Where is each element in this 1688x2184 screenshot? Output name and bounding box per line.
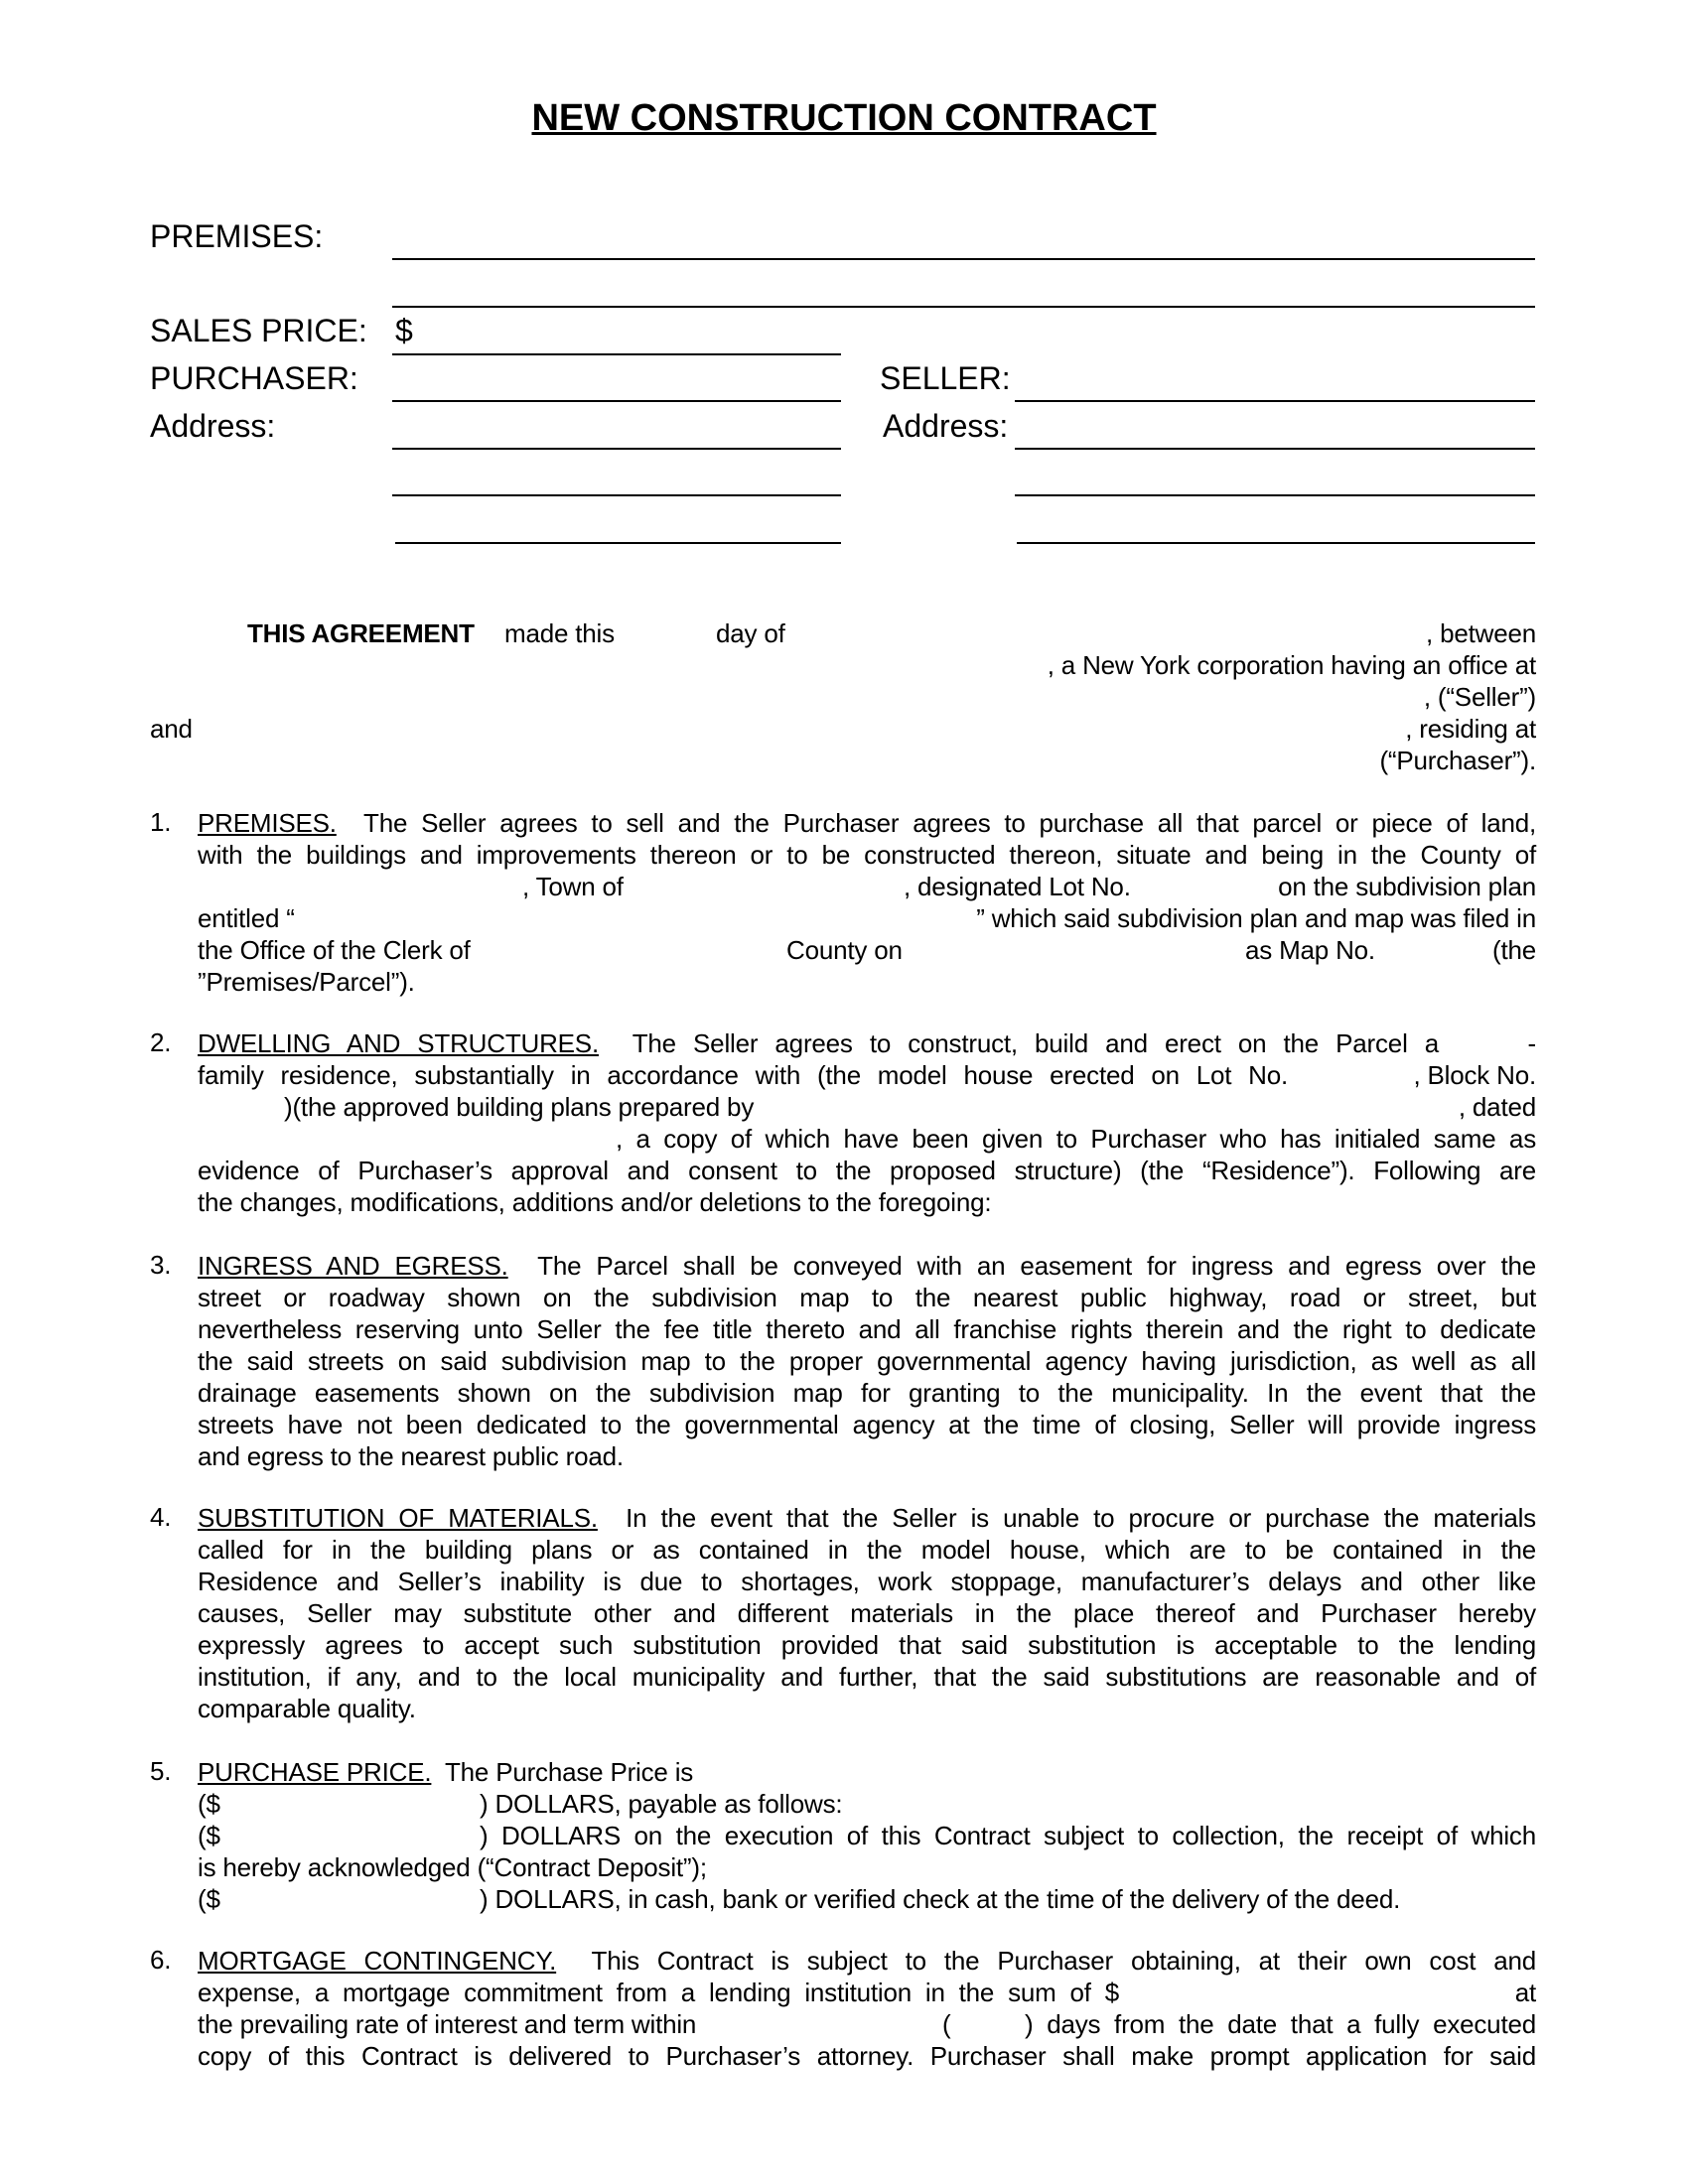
line: ”Premises/Parcel”).	[198, 967, 415, 997]
sales-price-label: SALES PRICE:	[150, 313, 367, 348]
residing-text: , residing at	[1405, 714, 1536, 744]
line-segment: at	[1514, 1978, 1536, 2007]
line-segment: the Office of the Clerk of	[198, 935, 471, 965]
premises-label: PREMISES:	[150, 218, 324, 254]
dollar-sign: $	[395, 313, 413, 348]
line: causes, Seller may substitute other and different materials in the place thereof and Purchaser hereby	[198, 1598, 1536, 1628]
line-segment: , designated Lot No.	[904, 872, 1131, 901]
purchaser-address-line-1[interactable]	[392, 448, 841, 450]
line: Residence and Seller’s inability is due to shortages, work stoppage, manufacturer’s delays and other like	[198, 1567, 1536, 1596]
line: streets have not been dedicated to the governmental agency at the time of closing, Seller will provide ingress	[198, 1410, 1536, 1439]
section-heading: INGRESS AND EGRESS.	[198, 1251, 508, 1281]
line: nevertheless reserving unto Seller the fee title thereto and all franchise rights therein and the right to dedicate	[198, 1314, 1536, 1344]
line: with the buildings and improvements thereon or to be constructed thereon, situate and being in the County of	[198, 840, 1536, 870]
line: expressly agrees to accept such substitution provided that said substitution is acceptable to the lending	[198, 1630, 1536, 1660]
line-segment: ) DOLLARS, payable as follows:	[480, 1789, 843, 1819]
line-segment: County on	[786, 935, 903, 965]
line: This Contract is subject to the Purchaser obtaining, at their own cost and	[591, 1946, 1537, 1976]
line-segment: , Block No.	[1413, 1060, 1536, 1090]
line-segment: , a copy of which have been given to Purchaser who has initialed same as	[616, 1124, 1536, 1154]
premises-line-2[interactable]	[392, 306, 1535, 308]
line-segment: , Town of	[522, 872, 624, 901]
section-number: 3.	[150, 1250, 172, 1280]
line: The Parcel shall be conveyed with an easement for ingress and egress over the	[537, 1251, 1537, 1281]
line: drainage easements shown on the subdivision map for granting to the municipality. In the event that the	[198, 1378, 1536, 1408]
line: copy of this Contract is delivered to Purchaser’s attorney. Purchaser shall make prompt application for said	[198, 2041, 1536, 2071]
line-segment: ” which said subdivision plan and map was filed in	[976, 903, 1536, 933]
line: is hereby acknowledged (“Contract Deposit”);	[198, 1852, 707, 1882]
sales-price-line[interactable]	[392, 353, 841, 355]
line: The Purchase Price is	[444, 1757, 694, 1787]
purchaser-address-line-3[interactable]	[395, 542, 841, 544]
section-number: 6.	[150, 1945, 172, 1975]
section-heading: PREMISES.	[198, 808, 337, 838]
section-heading: SUBSTITUTION OF MATERIALS.	[198, 1503, 598, 1533]
corporation-text: , a New York corporation having an office at	[1047, 650, 1536, 680]
line: street or roadway shown on the subdivision map to the nearest public highway, road or street, but	[198, 1283, 1536, 1312]
line-segment: (	[942, 2009, 951, 2039]
agreement-paragraph	[150, 617, 1536, 776]
line-segment: family residence, substantially in accordance with (the model house erected on Lot No.	[198, 1060, 1288, 1090]
seller-address-label: Address:	[883, 408, 1009, 444]
line: The Seller agrees to construct, build and erect on the Parcel a	[632, 1028, 1440, 1058]
line-segment: , dated	[1458, 1092, 1536, 1122]
line: The Seller agrees to sell and the Purchaser agrees to purchase all that parcel or piece of land,	[363, 808, 1537, 838]
purchaser-text: (“Purchaser”).	[1379, 746, 1536, 775]
section-heading: PURCHASE PRICE.	[198, 1757, 432, 1787]
section-heading: DWELLING AND STRUCTURES.	[198, 1028, 599, 1058]
purchaser-address-label: Address:	[150, 408, 276, 444]
line-segment: entitled “	[198, 903, 295, 933]
line: and egress to the nearest public road.	[198, 1441, 624, 1471]
paren-dollar: ($	[198, 1821, 220, 1850]
line: the changes, modifications, additions and/or deletions to the foregoing:	[198, 1187, 992, 1217]
seller-address-line-1[interactable]	[1015, 448, 1535, 450]
purchaser-address-line-2[interactable]	[392, 494, 841, 496]
agreement-bold: THIS AGREEMENT	[247, 618, 475, 648]
seller-line[interactable]	[1015, 400, 1535, 402]
section-number: 4.	[150, 1502, 172, 1532]
line-segment: (the	[1491, 935, 1536, 965]
purchaser-line[interactable]	[392, 400, 841, 402]
day-of-text: day of	[716, 618, 785, 648]
line-segment: expense, a mortgage commitment from a lending institution in the sum of $	[198, 1978, 1119, 2007]
and-text: and	[150, 714, 193, 744]
line-segment: as Map No.	[1245, 935, 1375, 965]
line: institution, if any, and to the local municipality and further, that the said substitutions are reasonable and of	[198, 1662, 1536, 1692]
section-number: 5.	[150, 1756, 172, 1786]
made-this-text: made this	[504, 618, 615, 648]
premises-line-1[interactable]	[392, 258, 1535, 260]
section-number: 1.	[150, 807, 172, 837]
line-segment: the prevailing rate of interest and term within	[198, 2009, 697, 2039]
line-segment: on the subdivision plan	[1278, 872, 1536, 901]
section-heading: MORTGAGE CONTINGENCY.	[198, 1946, 557, 1976]
seller-address-line-3[interactable]	[1017, 542, 1535, 544]
paren-dollar: ($	[198, 1789, 220, 1819]
page-title: NEW CONSTRUCTION CONTRACT	[531, 97, 1157, 139]
line: comparable quality.	[198, 1694, 416, 1723]
line-segment: ) DOLLARS on the execution of this Contract subject to collection, the receipt of which	[480, 1821, 1536, 1850]
line-segment: )(the approved building plans prepared by	[284, 1092, 755, 1122]
line: In the event that the Seller is unable to procure or purchase the materials	[626, 1503, 1536, 1533]
line-segment: ) DOLLARS, in cash, bank or verified check at the time of the delivery of the deed.	[480, 1884, 1401, 1914]
paren-dollar: ($	[198, 1884, 220, 1914]
line: the said streets on said subdivision map to the proper governmental agency having jurisdiction, as well as all	[198, 1346, 1536, 1376]
line: called for in the building plans or as contained in the model house, which are to be contained in the	[198, 1535, 1536, 1565]
seller-text: , (“Seller”)	[1423, 682, 1536, 712]
line-segment: -	[1527, 1028, 1536, 1058]
section-number: 2.	[150, 1027, 172, 1057]
seller-label: SELLER:	[880, 360, 1011, 396]
between-text: , between	[1426, 618, 1536, 648]
line-segment: ) days from the date that a fully executed	[1025, 2009, 1536, 2039]
seller-address-line-2[interactable]	[1015, 494, 1535, 496]
line: evidence of Purchaser’s approval and consent to the proposed structure) (the “Residence”). Following are	[198, 1156, 1536, 1185]
purchaser-label: PURCHASER:	[150, 360, 358, 396]
